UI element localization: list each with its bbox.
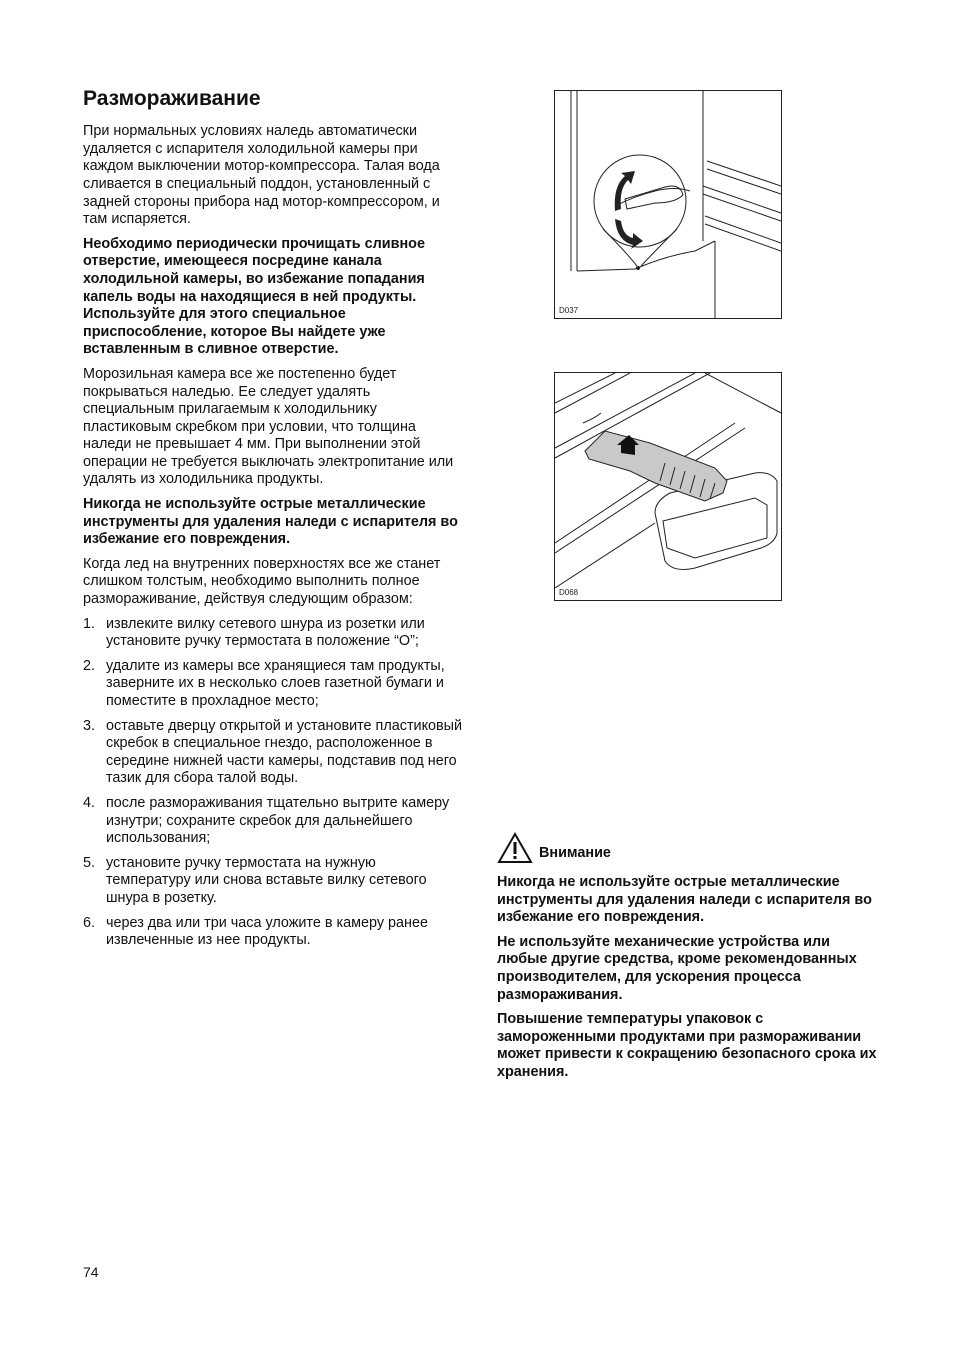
scraper-figure <box>554 372 782 601</box>
list-item: 5. установите ручку термостата на нужную температуру или снова вставьте вилку сетевого шнура в розетку. <box>83 854 427 906</box>
tools-warning-paragraph: Никогда не используйте острые металлические инструменты для удаления наледи с испарителя во избежание его повреждения. <box>83 496 458 548</box>
scraper-illustration <box>555 373 781 600</box>
warning-paragraph-tools: Никогда не используйте острые металлические инструменты для удаления наледи с испарителя во избежание его повреждения. <box>497 874 872 926</box>
list-item: 1. извлеките вилку сетевого шнура из розетки или установите ручку термостата в положение “O”; <box>83 615 425 650</box>
defrost-steps-list <box>83 616 463 950</box>
list-item: 6. через два или три часа уложите в камеру ранее извлеченные из нее продукты. <box>83 914 428 949</box>
intro-paragraph: При нормальных условиях наледь автоматически удаляется с испарителя холодильной камеры при каждом выключении мотор-компрессора. Талая вода сливается в специальный поддон, установленный с задней стороны прибора над мотор-компрессором, и там испаряется. <box>83 123 440 228</box>
list-item: 2. удалите из камеры все хранящиеся там продукты, заверните их в несколько слоев газетной бумаги и поместите в прохладное место; <box>83 657 445 709</box>
page-title: Размораживание <box>83 87 261 110</box>
warning-triangle-icon <box>497 832 533 864</box>
warning-title: Внимание <box>539 845 611 861</box>
figure-code: D068 <box>559 588 579 597</box>
figure-code: D037 <box>559 306 579 315</box>
drain-cleaning-paragraph: Необходимо периодически прочищать сливное отверстие, имеющееся посредине канала холодильной камеры, во избежание попадания капель воды на находящиеся в ней продукты. Используйте для этого специальное приспособление, которое Вы найдете уже вставленным в сливное отверстие. <box>83 235 425 358</box>
warning-paragraph-temperature: Повышение температуры упаковок с замороженными продуктами при размораживании может привести к сокращению безопасного срока их хранения. <box>497 1011 877 1080</box>
drain-cleaning-illustration <box>555 91 781 318</box>
warning-section <box>497 832 877 1089</box>
drain-cleaning-figure <box>554 90 782 319</box>
page-number: 74 <box>83 1264 99 1280</box>
warning-header <box>497 832 877 864</box>
list-item: 4. после размораживания тщательно вытрите камеру изнутри; сохраните скребок для дальнейшего использования; <box>83 794 450 847</box>
warning-paragraph-devices: Не используйте механические устройства или любые другие средства, кроме рекомендованных производителем, для ускорения процесса размораживания. <box>497 933 857 1003</box>
left-column <box>83 86 463 957</box>
full-defrost-paragraph: Когда лед на внутренних поверхностях все же станет слишком толстым, необходимо выполнить полное размораживание, действуя следующим образом: <box>83 555 441 608</box>
list-item: 3. оставьте дверцу открытой и установите пластиковый скребок в специальное гнездо, расположенное в середине нижней части камеры, подставив под него тазик для сбора талой воды. <box>83 717 463 787</box>
freezer-paragraph: Морозильная камера все же постепенно будет покрываться наледью. Ее следует удалять специальным прилагаемым к холодильнику пластиковым скребком при условии, что толщина наледи не превышает 4 мм. При выполнении этой операции не требуется выключать электропитание или удалять из холодильника продукты. <box>83 365 454 488</box>
